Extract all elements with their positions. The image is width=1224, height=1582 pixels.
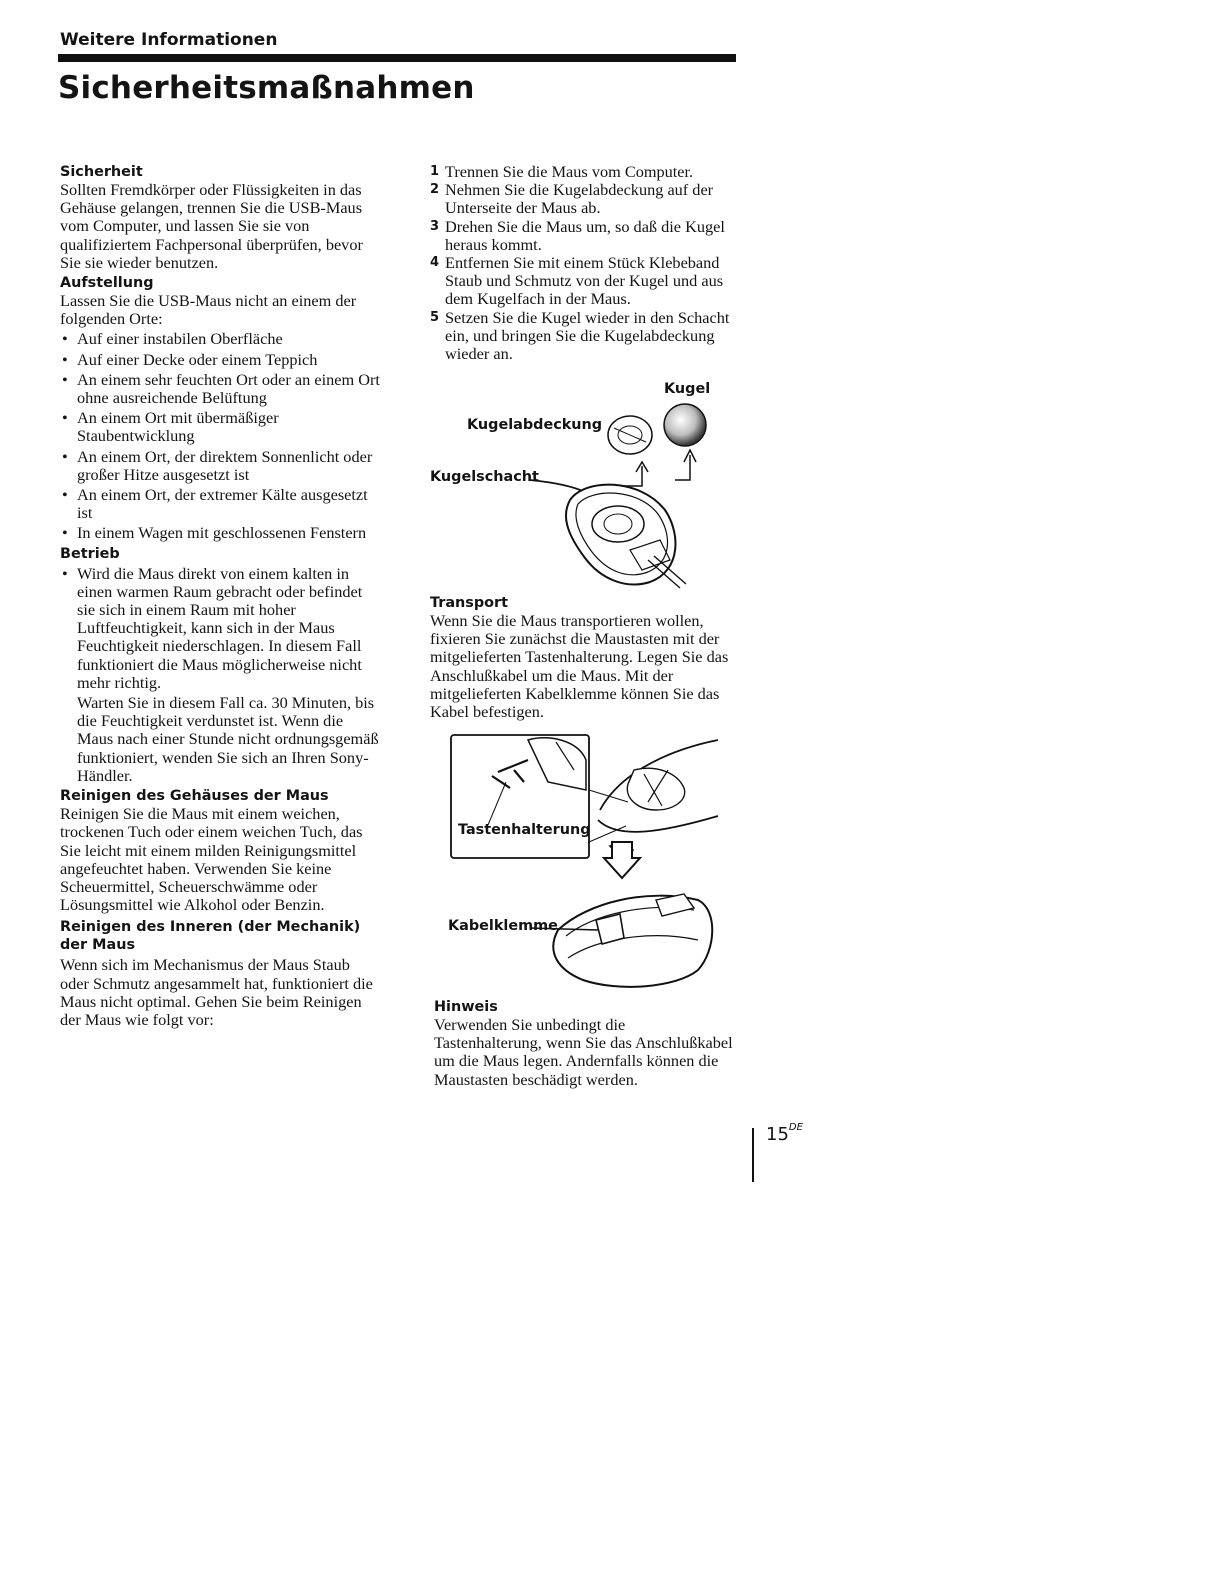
heading-sicherheit: Sicherheit xyxy=(60,164,143,180)
list-item: • Wird die Maus direkt von einem kalten in einen warmen Raum gebracht oder befindet sie sich in einem Raum mit hoher Luftfeuchtigkeit, kann sich in der Maus Feuchtigkeit niederschlagen. In diesem Fall funktioniert die Maus möglicherweise nicht mehr richtig. xyxy=(60,565,380,692)
list-item: • An einem Ort mit übermäßiger Staubentwicklung xyxy=(60,409,380,445)
step-number: 2 xyxy=(430,182,440,198)
down-arrow-icon xyxy=(604,842,640,878)
right-column xyxy=(430,163,750,363)
step-item xyxy=(430,163,750,181)
step-number: 4 xyxy=(430,255,440,271)
hinweis-section xyxy=(434,998,734,1089)
page-marker-line xyxy=(752,1128,754,1182)
step-number: 1 xyxy=(430,164,440,179)
text-transport: Wenn Sie die Maus transportieren wollen, fixieren Sie zunächst die Maustasten mit der mitgelieferten Tastenhalterung. Legen Sie das Anschlußkabel um die Maus. Mit der mitgelieferten Kabelklemme können Sie das Kabel befestigen. xyxy=(430,611,729,722)
step-text: Trennen Sie die Maus vom Computer. xyxy=(445,162,694,181)
step-item xyxy=(430,309,750,364)
page-title: Sicherheitsmaßnahmen xyxy=(58,70,475,106)
heading-betrieb: Betrieb xyxy=(60,545,120,562)
step-number: 3 xyxy=(430,218,440,234)
text-betrieb-followup: Warten Sie in diesem Fall ca. 30 Minuten, bis die Feuchtigkeit verdunstet ist. Wenn die Maus nach einer Stunde nicht ordnungsgemäß funktioniert, wenden Sie sich an Ihren Sony-Händler. xyxy=(77,693,379,785)
section-label: Weitere Informationen xyxy=(60,30,278,50)
heading-hinweis: Hinweis xyxy=(434,999,498,1015)
cleaning-steps xyxy=(430,163,750,363)
left-column xyxy=(60,163,380,1029)
label-kugelabdeckung: Kugelabdeckung xyxy=(467,417,603,433)
list-item: • An einem Ort, der direktem Sonnenlicht oder großer Hitze ausgesetzt ist xyxy=(60,448,380,484)
step-text: Setzen Sie die Kugel wieder in den Schacht ein, und bringen Sie die Kugelabdeckung wieder an. xyxy=(445,307,730,364)
label-tastenhalterung: Tastenhalterung xyxy=(458,822,591,838)
heading-transport: Transport xyxy=(430,595,509,611)
page-number xyxy=(766,1124,803,1145)
step-item xyxy=(430,218,750,254)
transport-section xyxy=(430,594,750,721)
betrieb-list xyxy=(60,565,380,692)
page-number-suffix: DE xyxy=(788,1122,803,1133)
step-text: Nehmen Sie die Kugelabdeckung auf der Unterseite der Maus ab. xyxy=(445,180,714,218)
step-number: 5 xyxy=(430,309,440,325)
label-kugelschacht: Kugelschacht xyxy=(430,469,539,485)
step-item xyxy=(430,181,750,217)
text-reinigen-mechanik: Wenn sich im Mechanismus der Maus Staub oder Schmutz angesammelt hat, funktioniert die Maus nicht optimal. Gehen Sie beim Reinigen der Maus wie folgt vor: xyxy=(60,955,373,1029)
text-reinigen-gehaeuse: Reinigen Sie die Maus mit einem weichen, trockenen Tuch oder einem weichen Tuch, das Sie leicht mit einem milden Reinigungsmittel angefeuchtet haben. Verwenden Sie keine Scheuermittel, Scheuerschwämme oder Lösungsmittel wie Alkohol oder Benzin. xyxy=(60,804,363,915)
mouse-ball-illustration xyxy=(530,400,730,600)
text-aufstellung-intro: Lassen Sie die USB-Maus nicht an einem der folgenden Orte: xyxy=(60,291,357,329)
list-item: • In einem Wagen mit geschlossenen Fenstern xyxy=(60,524,380,542)
ball-shape xyxy=(664,404,706,446)
text-sicherheit: Sollten Fremdkörper oder Flüssigkeiten in das Gehäuse gelangen, trennen Sie die USB-Maus vom Computer, und lassen Sie sie von qualifiziertem Fachpersonal überprüfen, bevor Sie sie wieder benutzen. xyxy=(60,180,363,272)
title-rule xyxy=(58,54,736,62)
label-kugel: Kugel xyxy=(664,381,711,397)
list-item: • An einem Ort, der extremer Kälte ausgesetzt ist xyxy=(60,486,380,522)
step-text: Entfernen Sie mit einem Stück Klebeband Staub und Schmutz von der Kugel und aus dem Kugelfach in der Maus. xyxy=(445,253,724,309)
label-kabelklemme: Kabelklemme xyxy=(448,918,558,934)
transport-illustration xyxy=(448,730,728,1000)
page-number-value: 15 xyxy=(766,1124,789,1145)
aufstellung-list xyxy=(60,330,380,542)
heading-reinigen-mechanik: Reinigen des Inneren (der Mechanik) der Maus xyxy=(60,919,361,954)
heading-aufstellung: Aufstellung xyxy=(60,275,154,292)
list-item: • An einem sehr feuchten Ort oder an einem Ort ohne ausreichende Belüftung xyxy=(60,371,380,407)
heading-reinigen-gehaeuse: Reinigen des Gehäuses der Maus xyxy=(60,788,329,805)
step-text: Drehen Sie die Maus um, so daß die Kugel heraus kommt. xyxy=(445,216,725,254)
list-item: • Auf einer Decke oder einem Teppich xyxy=(60,351,380,369)
list-item: • Auf einer instabilen Oberfläche xyxy=(60,330,380,348)
step-item xyxy=(430,254,750,309)
text-hinweis: Verwenden Sie unbedingt die Tastenhalterung, wenn Sie das Anschlußkabel um die Maus legen. Andernfalls können die Maustasten beschädigt werden. xyxy=(434,1015,733,1089)
